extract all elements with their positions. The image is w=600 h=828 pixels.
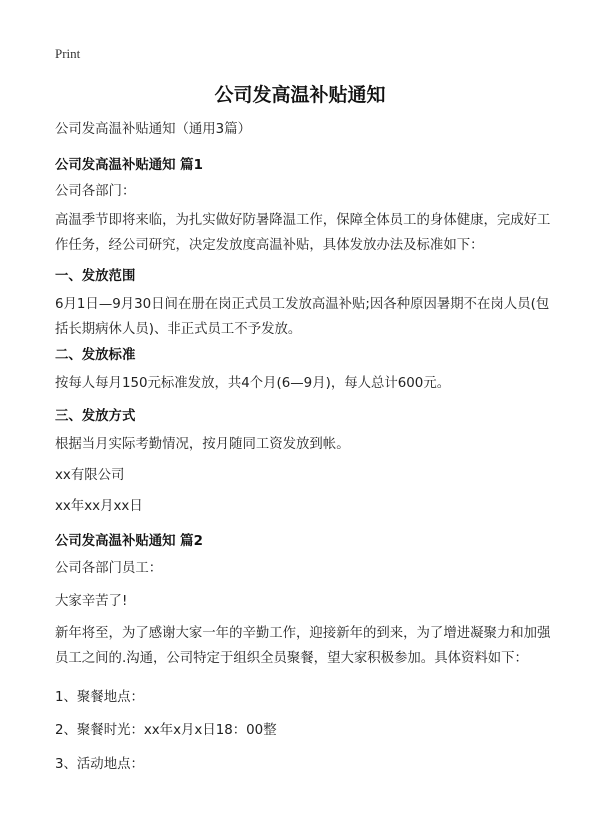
section2-text: 按每人每月150元标准发放，共4个月(6—9月)，每人总计600元。 [55, 376, 451, 391]
print-link[interactable]: Print [55, 46, 81, 61]
article1-heading: 公司发高温补贴通知 篇1 [55, 158, 203, 173]
article1-intro: 高温季节即将来临，为扎实做好防暑降温工作，保障全体员工的身体健康，完成好工作任务，经公司研究，决定发放度高温补贴，具体发放办法及标准如下： [55, 213, 551, 253]
section3-text: 根据当月实际考勤情况，按月随同工资发放到帐。 [55, 437, 350, 452]
list-item-1: 1、聚餐地点： [55, 690, 144, 705]
article2-greeting: 公司各部门员工： [55, 561, 163, 576]
company-name: xx有限公司 [55, 468, 125, 483]
article2-line1: 大家辛苦了! [55, 594, 128, 609]
list-item-2: 2、聚餐时光：xx年x月x日18：00整 [55, 723, 277, 738]
section1-heading: 一、发放范围 [55, 269, 136, 284]
section1-text: 6月1日—9月30日间在册在岗正式员工发放高温补贴;因各种原因暑期不在岗人员(包括长期病休人员)、非正式员工不予发放。 [55, 297, 550, 337]
page-title: 公司发高温补贴通知 [214, 84, 386, 106]
document-subtitle: 公司发高温补贴通知（通用3篇） [55, 122, 251, 137]
article2-heading: 公司发高温补贴通知 篇2 [55, 534, 203, 549]
section2-heading: 二、发放标准 [55, 348, 136, 363]
section3-heading: 三、发放方式 [55, 409, 136, 424]
list-item-3: 3、活动地点： [55, 757, 144, 772]
issue-date: xx年xx月xx日 [55, 499, 143, 514]
article2-intro: 新年将至，为了感谢大家一年的辛勤工作，迎接新年的到来，为了增进凝聚力和加强员工之间的.沟通，公司特定于组织全员聚餐，望大家积极参加。具体资料如下： [55, 626, 551, 666]
article1-greeting: 公司各部门： [55, 184, 136, 199]
